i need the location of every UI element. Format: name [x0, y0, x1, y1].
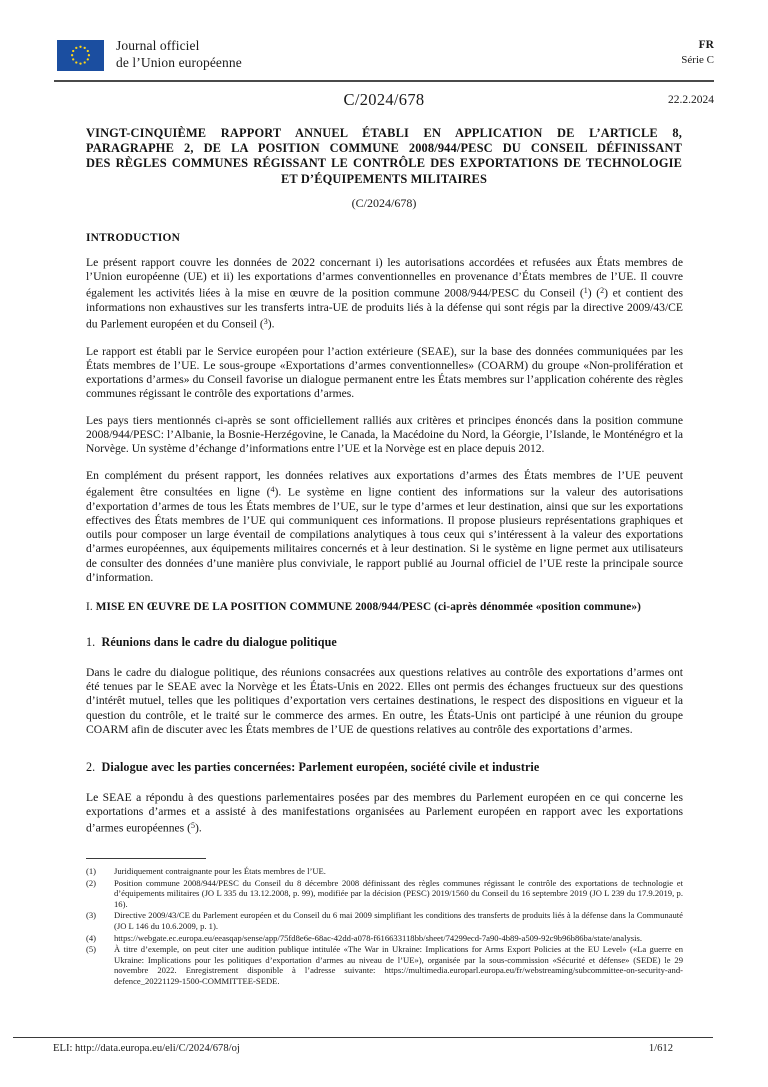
document-title-line1: VINGT-CINQUIÈME RAPPORT ANNUEL ÉTABLI EN APPLICATION DE L’ARTICLE 8,	[86, 126, 682, 140]
footer-divider	[13, 1037, 713, 1038]
masthead	[54, 38, 714, 82]
paragraph-1-part-a: Le présent rapport couvre les données de 2022 concernant i) les autorisations accordées et refusées aux États membres de l’Union européenne (UE) et ii) les exportations d’armes conventionnelles en provenance d’États membres de l’UE. Il couvre également les activités liées à la mise en œuvre de la position commune 2008/944/PESC du Conseil (	[86, 256, 683, 300]
document-body	[86, 232, 683, 836]
paragraph-4-part-b: ). Le système en ligne contient des informations sur la valeur des autorisations d’exportation d’armes de tous les États membres de l’UE, sur le type d’armes et leur destination, ainsi que sur les exportations effectives des États membres de l’UE qui communiquent ces informations. Il propose plusieurs représentations graphiques et outils pour composer un large éventail de compilations analytiques à tous ceux qui s’intéressent à la valeur des exportations d’armes européennes, aux équipements militaires concernés et à leur destination. Si le système en ligne permet aux utilisateurs de consulter des données d’une manière plus conviviale, le rapport publié au Journal officiel de l’UE reste la principale source d’information.	[86, 485, 683, 584]
language-code: FR	[698, 39, 714, 51]
document-title-line3: DES RÈGLES COMMUNES RÉGISSANT LE CONTRÔLE DES EXPORTATIONS DE TECHNOLOGIE	[86, 156, 682, 171]
footnote-text: Directive 2009/43/CE du Parlement européen et du Conseil du 6 mai 2009 simplifiant les conditions des transferts de produits liés à la défense dans la Communauté (JO L 146 du 10.6.2009, p. 1).	[114, 910, 683, 931]
section-2-heading	[86, 760, 683, 775]
paragraph-1-part-b: ) (	[587, 286, 601, 300]
publication-date: 22.2.2024	[668, 94, 714, 106]
footnote-item	[86, 878, 683, 910]
paragraph-6	[86, 791, 683, 836]
paragraph-4	[86, 469, 683, 585]
footnote-item	[86, 866, 683, 877]
footnote-link[interactable]: https://webgate.ec.europa.eu/eeasqap/sense/app/75fd8e6e-68ac-42dd-a078-f616633118bb/sheet/74299ecd-7a90-4b89-a509-92c9b96b86ba/state/analysis.	[114, 932, 643, 943]
footnote-marker: (5)	[86, 944, 97, 955]
document-title	[86, 126, 682, 187]
paragraph-1-part-d: ).	[267, 317, 275, 331]
footnote-text: À titre d’exemple, on peut citer une audition publique intitulée «The War in Ukraine: Implications for Arms Export Policies at the EU Level» («La guerre en Ukraine: Implications pour les politiques d’exportation d’armes au niveau de l’UE»), organisée par la sous-commission «Sécurité et défense» (SEDE) le 29 novembre 2022. Enregistrement disponible à l’adresse suivante: https://multimedia.europarl.europa.eu/fr/webstreaming/subcommittee-on-security-and-defence_20221129-1500-COMMITTEE-SEDE.	[114, 944, 683, 986]
journal-title-line2: de l’Union européenne	[116, 54, 242, 70]
chapter-1-number: I.	[86, 601, 93, 614]
paragraph-6-part-a: Le SEAE a répondu à des questions parlementaires posées par des membres du Parlement européen en ce qui concerne les exportations d’armes et a assisté à des manifestations organisées au Parlement européen en rapport avec les exportations d’armes européennes (	[86, 790, 683, 835]
footnote-marker: (1)	[86, 866, 97, 876]
paragraph-1	[86, 256, 683, 332]
footnote-ref-3[interactable]: 3	[263, 317, 268, 327]
paragraph-2: Le rapport est établi par le Service européen pour l’action extérieure (SEAE), sur la base des données communiquées par les États membres de l’UE. Le sous-groupe «Exportations d’armes conventionnelles» (COARM) du groupe «Non-prolifération et exportations d’armes» du Conseil favorise un dialogue permanent entre les États membres sur l’application cohérente des règles communes régissant le contrôle des exportations d’armes.	[86, 344, 683, 401]
eli-link[interactable]: ELI: http://data.europa.eu/eli/C/2024/678/oj	[53, 1043, 240, 1054]
section-1-heading	[86, 635, 683, 650]
footnote-ref-4[interactable]: 4	[270, 485, 275, 495]
section-1-number: 1.	[86, 635, 96, 650]
journal-title	[116, 38, 242, 71]
document-header-row	[54, 90, 714, 112]
page-number: 1/612	[648, 1043, 673, 1054]
footnote-ref-5[interactable]: 5	[190, 820, 195, 830]
series-label: Série C	[681, 54, 714, 66]
eu-flag-icon	[57, 40, 104, 71]
footnote-divider	[86, 858, 206, 859]
document-title-line2: PARAGRAPHE 2, DE LA POSITION COMMUNE 2008/944/PESC DU CONSEIL DÉFINISSANT	[86, 141, 682, 156]
footnotes-section	[86, 858, 683, 988]
section-1-title: Réunions dans le cadre du dialogue politique	[101, 635, 337, 650]
document-number: C/2024/678	[343, 90, 425, 109]
footnote-marker: (2)	[86, 877, 97, 888]
footnote-ref-1[interactable]: 1	[583, 286, 588, 296]
paragraph-4-part-a: En complément du présent rapport, les données relatives aux exportations d’armes des États membres de l’UE peuvent également être consultées en ligne (	[86, 468, 683, 499]
footnote-ref-2[interactable]: 2	[600, 286, 605, 296]
journal-title-line1: Journal officiel	[116, 38, 200, 53]
section-2-title: Dialogue avec les parties concernées: Parlement européen, société civile et industrie	[101, 759, 540, 774]
paragraph-3: Les pays tiers mentionnés ci-après se sont officiellement ralliés aux critères et principes énoncés dans la position commune 2008/944/PESC: l’Albanie, la Bosnie-Herzégovine, le Canada, la Macédoine du Nord, la Géorgie, l’Islande, le Monténégro et la Norvège. Un système d’échange d’informations entre l’UE et la Norvège est en place depuis 2012.	[86, 413, 683, 456]
paragraph-5: Dans le cadre du dialogue politique, des réunions consacrées aux questions relatives au contrôle des exportations d’armes ont été tenues par le SEAE avec la Norvège et les États-Unis en 2022. Elles ont permis des échanges fructueux sur des questions d’intérêt mutuel, telles que les politiques d’exportation vers certaines destinations, le respect des dispositions en vigueur et la question du contrôle, et le traité sur le commerce des armes. En outre, les États-Unis ont participé à une réunion du groupe COARM afin de discuter avec les États membres de l’UE de questions relatives au contrôle des exportations d’armes.	[86, 666, 683, 736]
footnote-item	[86, 944, 683, 986]
chapter-1-heading	[86, 601, 683, 613]
footnote-item	[86, 910, 683, 931]
introduction-heading: INTRODUCTION	[86, 232, 181, 244]
footnote-text: Position commune 2008/944/PESC du Conseil du 8 décembre 2008 définissant des règles communes régissant le contrôle des exportations de technologie et d’équipements militaires (JO L 335 du 13.12.2008, p. 99), modifiée par la décision (PESC) 2019/1560 du Conseil du 16 septembre 2019 (JO L 239 du 17.9.2019, p. 16).	[114, 877, 683, 909]
masthead-language-series	[681, 38, 714, 68]
paragraph-6-part-b: ).	[194, 821, 202, 835]
masthead-divider	[54, 80, 714, 82]
section-spacer	[86, 750, 683, 760]
document-title-line4: ET D’ÉQUIPEMENTS MILITAIRES	[280, 171, 487, 186]
chapter-1-title: MISE EN ŒUVRE DE LA POSITION COMMUNE 2008/944/PESC (ci-après dénommée «position commune»)	[95, 601, 641, 614]
section-2-number: 2.	[86, 759, 96, 774]
footer-row	[13, 1043, 713, 1059]
footnote-marker: (3)	[86, 910, 97, 921]
paragraph-1-part-c: ) et contient des informations non exhaustives sur les transferts intra-UE de produits liés à la défense qui sont régis par la directive 2009/43/CE du Parlement européen et du Conseil (	[86, 286, 683, 331]
page-content-area	[54, 0, 714, 1087]
footnote-text: Juridiquement contraignante pour les États membres de l’UE.	[114, 866, 326, 876]
footnote-marker: (4)	[86, 932, 97, 943]
page-footer	[13, 1037, 713, 1059]
document-subtitle: (C/2024/678)	[351, 196, 417, 210]
footnote-item	[86, 933, 683, 944]
